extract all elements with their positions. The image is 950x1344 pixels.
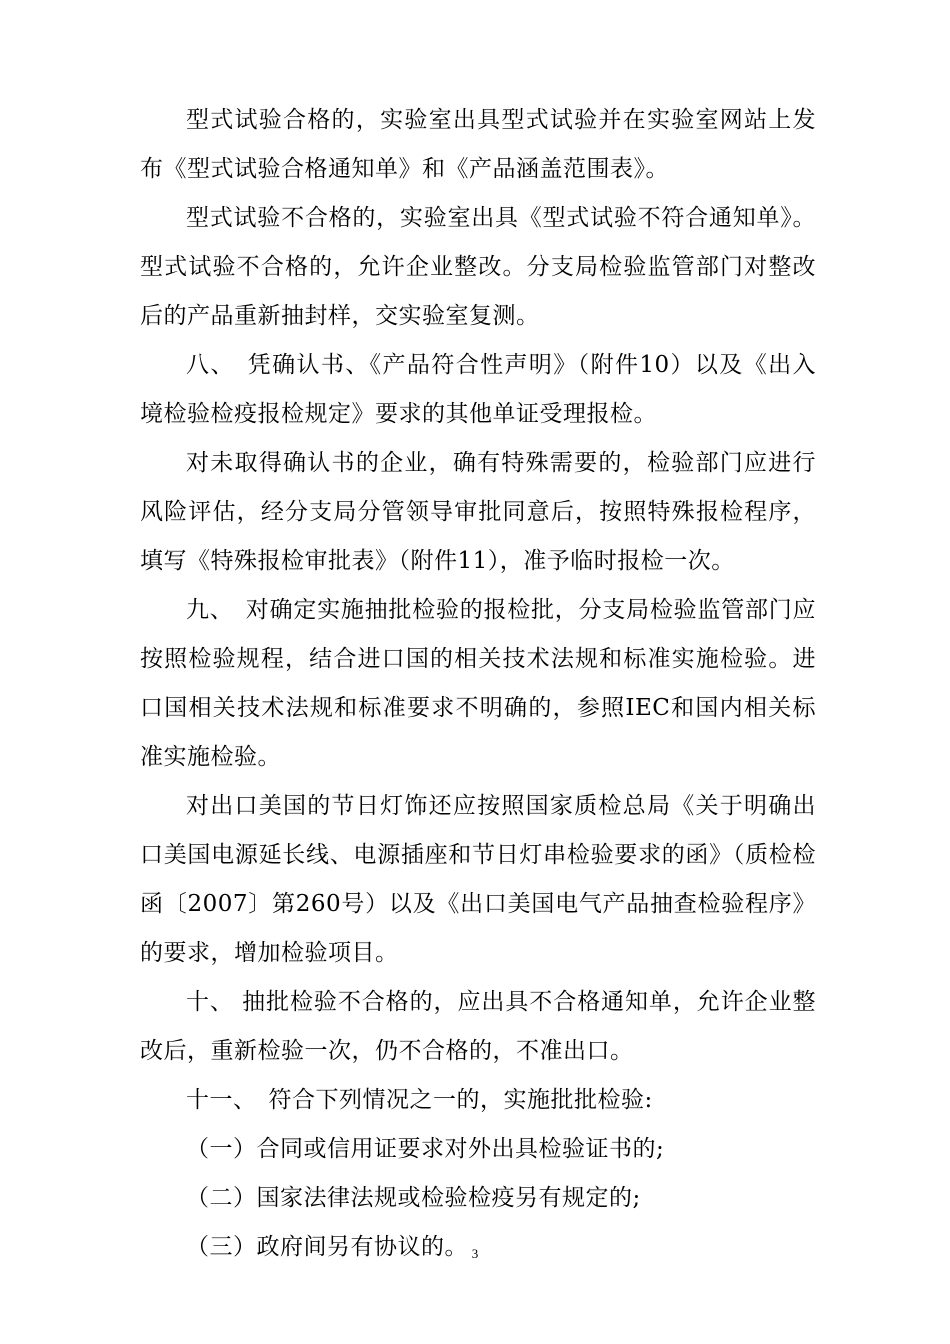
paragraph-type-test-fail: 型式试验不合格的，实验室出具《型式试验不符合通知单》。型式试验不合格的，允许企业整改。分支局检验监管部门对整改后的产品重新抽封样，交实验室复测。 — [140, 205, 816, 329]
list-item: （一）合同或信用证要求对外出具检验证书的; — [186, 1136, 665, 1162]
document-body — [140, 96, 816, 1272]
list-item: （二）国家法律法规或检验检疫另有规定的; — [186, 1185, 641, 1211]
paragraph-type-test-pass: 型式试验合格的，实验室出具型式试验并在实验室网站上发布《型式试验合格通知单》和《产品涵盖范围表》。 — [140, 107, 816, 182]
paragraph-section-10: 十、 抽批检验不合格的，应出具不合格通知单，允许企业整改后，重新检验一次，仍不合格的，不准出口。 — [140, 989, 816, 1064]
paragraph-special-inspection: 对未取得确认书的企业，确有特殊需要的，检验部门应进行风险评估，经分支局分管领导审批同意后，按照特殊报检程序，填写《特殊报检审批表》（附件11），准予临时报检一次。 — [140, 450, 816, 574]
paragraph-section-11: 十一、 符合下列情况之一的，实施批批检验: — [186, 1087, 653, 1113]
paragraph-us-holiday-lights: 对出口美国的节日灯饰还应按照国家质检总局《关于明确出口美国电源延长线、电源插座和节日灯串检验要求的函》（质检检函〔2007〕第260号）以及《出口美国电气产品抽查检验程序》的要求，增加检验项目。 — [140, 793, 816, 966]
list-item: （三）政府间另有协议的。 — [186, 1234, 468, 1260]
page-number: 3 — [471, 1246, 479, 1261]
paragraph-section-9: 九、 对确定实施抽批检验的报检批，分支局检验监管部门应按照检验规程，结合进口国的相关技术法规和标准实施检验。进口国相关技术法规和标准要求不明确的，参照IEC和国内相关标准实施检验。 — [140, 597, 816, 770]
paragraph-section-8: 八、 凭确认书、《产品符合性声明》（附件10）以及《出入境检验检疫报检规定》要求的其他单证受理报检。 — [140, 352, 816, 427]
